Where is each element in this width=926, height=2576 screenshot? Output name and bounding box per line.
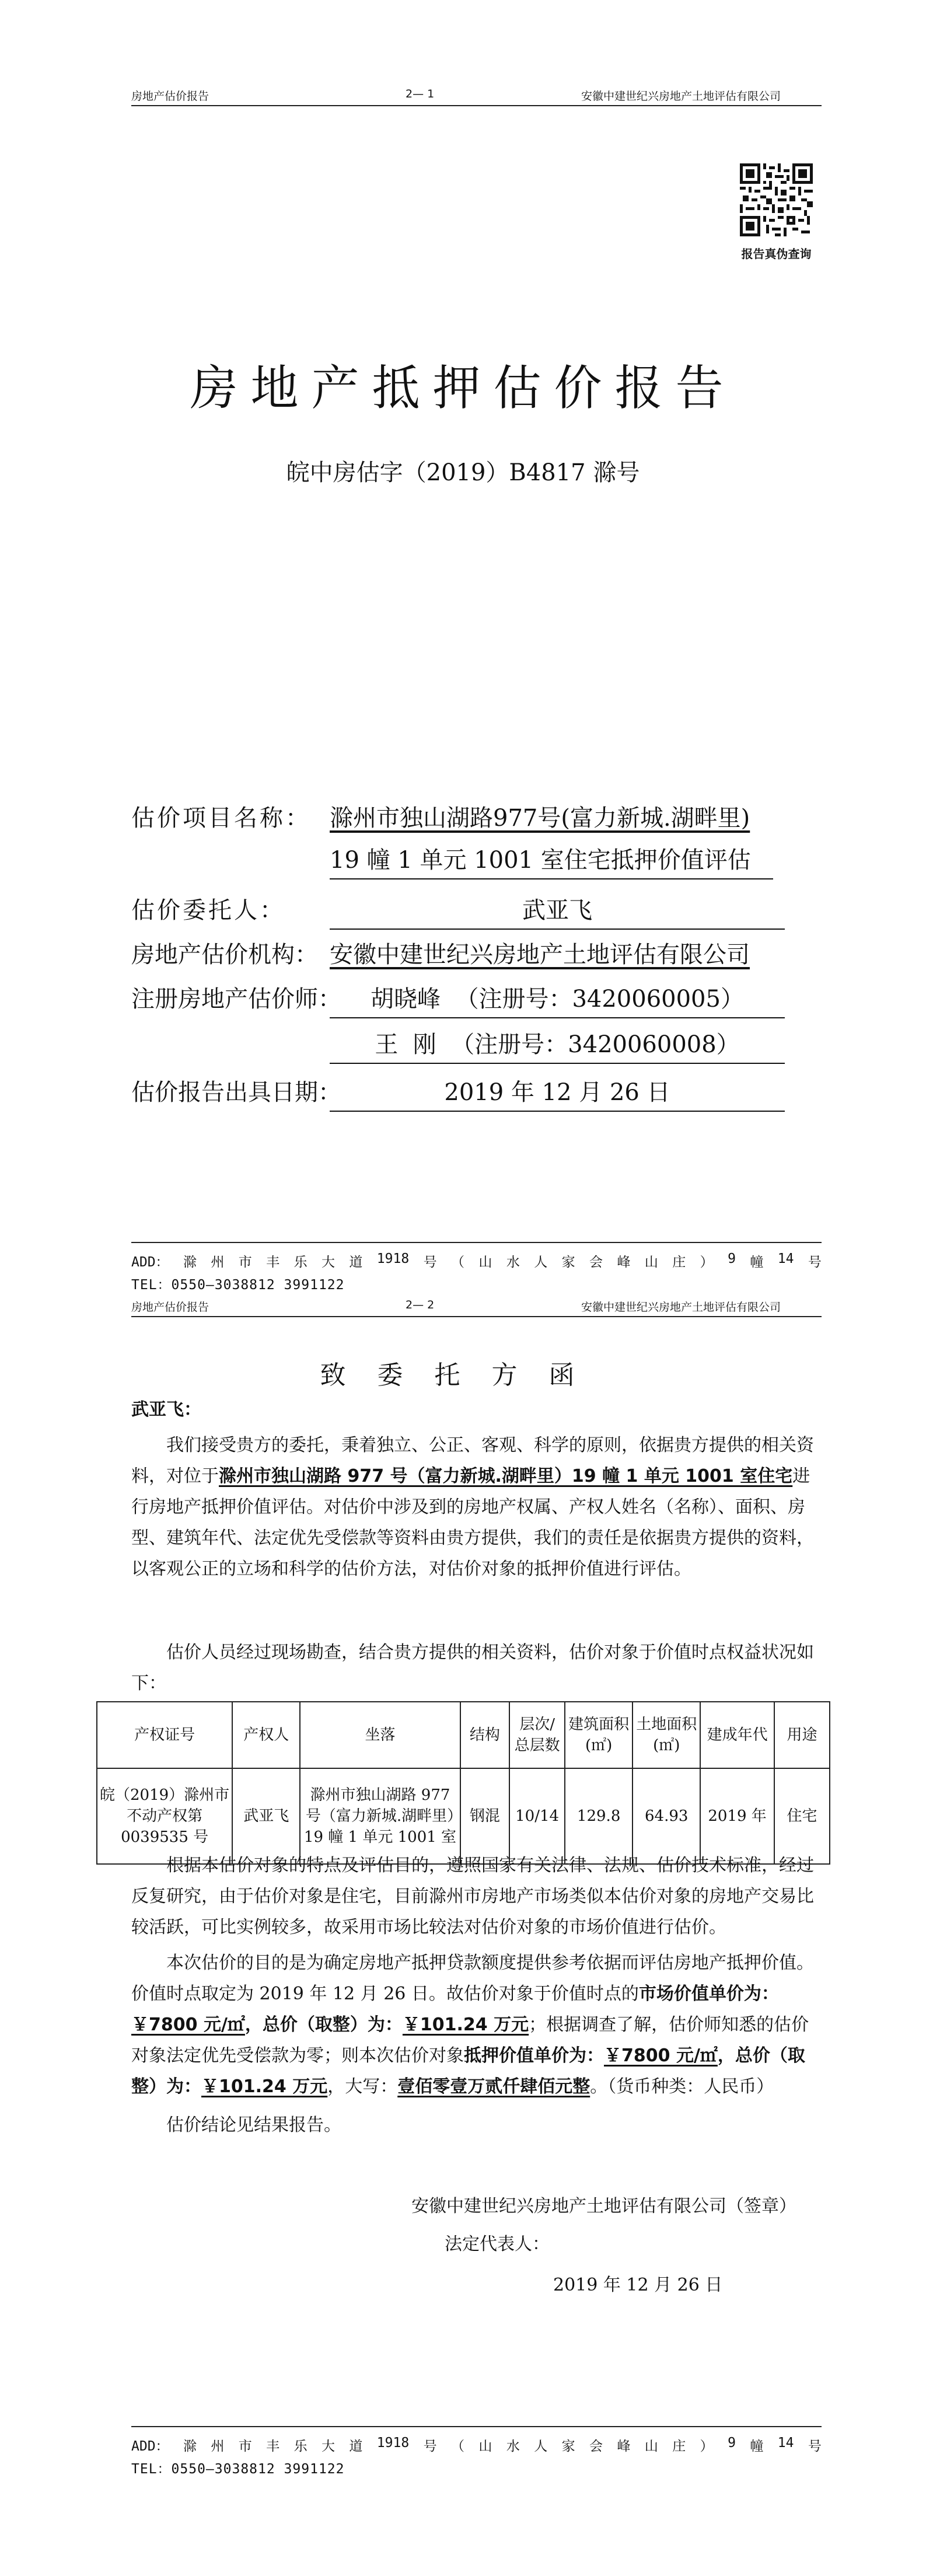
th-structure: 结构 [460, 1702, 509, 1768]
header-page-number: 2— 2 [406, 1299, 435, 1311]
addr-part: ADD： [131, 1255, 169, 1270]
field-appraiser-1 [131, 980, 785, 1018]
td-land-area: 64.93 [633, 1768, 700, 1864]
field-label: 估价报告出具日期： [131, 1079, 341, 1106]
addr-part: 9 [728, 1251, 736, 1266]
header-company: 安徽中建世纪兴房地产土地评估有限公司 [581, 1301, 781, 1314]
qr-code-icon[interactable] [740, 163, 813, 236]
th-floors: 层次/总层数 [509, 1702, 565, 1768]
rights-table [96, 1701, 830, 1865]
field-project-name-cont [131, 842, 773, 879]
letter-paragraph-5 [131, 2110, 822, 2141]
page-header [131, 1299, 822, 1317]
th-location: 坐落 [300, 1702, 460, 1768]
document-number: 皖中房估字（2019）B4817 滁号 [286, 459, 640, 486]
signature-date: 2019 年 12 月 26 日 [553, 2275, 723, 2295]
p3-text: 根据本估价对象的特点及评估目的，遵照国家有关法律、法规、估价技术标准，经过反复研究，由于估价对象是住宅，目前滁州市房地产市场类似本估价对象的房地产交易比较活跃，可比实例较多，故采用市场比较法对估价对象的市场价值进行估价。 [131, 1855, 814, 1938]
p4-mortgage-total: ￥101.24 万元 [201, 2076, 328, 2097]
addr-part: 峰 [617, 2439, 631, 2454]
td-year: 2019 年 [700, 1768, 774, 1864]
addr-part: 号 [808, 1255, 822, 1270]
addr-part: （ [451, 2439, 464, 2454]
p1-property: 滁州市独山湖路 977 号（富力新城.湖畔里）19 幢 1 单元 1001 室住宅 [219, 1466, 793, 1486]
td-owner: 武亚飞 [232, 1768, 300, 1864]
footer-tel: TEL：0550—3038812 3991122 [131, 1277, 345, 1293]
addr-part: ） [700, 1255, 714, 1270]
letter-paragraph-1 [131, 1430, 822, 1584]
addr-part: 山 [644, 1255, 658, 1270]
field-label: 注册房地产估价师： [131, 986, 341, 1013]
addr-part: 峰 [617, 1255, 631, 1270]
footer-address [131, 2435, 822, 2455]
field-value: 胡晓峰 （注册号：3420060005） [330, 980, 785, 1018]
p4-mortgage-unit: ￥7800 元/㎡ [604, 2046, 718, 2066]
letter-paragraph-4 [131, 1947, 822, 2102]
p5-text: 估价结论见结果报告。 [166, 2115, 341, 2135]
p4-mortgage-label: 抵押价值单价为： [464, 2046, 604, 2066]
td-use: 住宅 [774, 1768, 830, 1864]
p4-market-label: 市场价值单价为： [638, 1984, 779, 2004]
addr-part: 大 [321, 1255, 335, 1270]
field-value: 王 刚 （注册号：3420060008） [330, 1026, 785, 1064]
addr-part: 市 [238, 1255, 252, 1270]
td-structure: 钢混 [460, 1768, 509, 1864]
footer-address [131, 1251, 822, 1270]
addr-part: 人 [534, 2439, 548, 2454]
field-value: 2019 年 12 月 26 日 [330, 1074, 785, 1112]
salutation: 武亚飞： [131, 1399, 201, 1420]
addr-part: 人 [534, 1255, 548, 1270]
page-footer [131, 1242, 822, 1293]
addr-part: 14 [777, 1251, 794, 1266]
qr-caption: 报告真伪查询 [741, 247, 812, 261]
table-header-row [97, 1702, 830, 1768]
field-client [131, 892, 785, 930]
addr-part: 1918 [376, 2435, 410, 2451]
td-building-area: 129.8 [565, 1768, 633, 1864]
addr-part: ） [700, 2439, 714, 2454]
header-page-number: 2— 1 [406, 88, 435, 100]
addr-part: 山 [478, 1255, 492, 1270]
addr-part: 会 [589, 1255, 603, 1270]
addr-part: 幢 [750, 2439, 764, 2454]
th-building-area: 建筑面积(㎡) [565, 1702, 633, 1768]
addr-part: 14 [777, 2435, 794, 2451]
addr-part: 丰 [266, 1255, 280, 1270]
field-label: 房地产估价机构： [131, 941, 318, 968]
addr-part: 水 [506, 2439, 520, 2454]
page-footer [131, 2426, 822, 2477]
th-land-area: 土地面积(㎡) [633, 1702, 700, 1768]
p2-text: 估价人员经过现场勘查，结合贵方提供的相关资料，估价对象于价值时点权益状况如下： [131, 1642, 814, 1694]
p1-text-cont: 进行房地产抵押价值评估。对估价中涉及到的房地产权属、产权人姓名（名称）、面积、房型、建筑年代、法定优先受偿款等资料由贵方提供，我们的责任是依据贵方提供的资料，以客观公正的立场和科学的估价方法，对估价对象的抵押价值进行评估。 [131, 1466, 814, 1579]
p4-caps-label: ，大写： [327, 2076, 398, 2097]
td-cert: 皖（2019）滁州市不动产权第 0039535 号 [97, 1768, 232, 1864]
footer-tel: TEL：0550—3038812 3991122 [131, 2462, 345, 2477]
addr-part: 市 [238, 2439, 252, 2454]
report-title: 房地产抵押估价报告 [190, 361, 736, 416]
p4-caps-value: 壹佰零壹万贰仟肆佰元整 [397, 2076, 590, 2097]
addr-part: （ [451, 1255, 464, 1270]
field-appraiser-2 [131, 1026, 785, 1064]
field-value: 19 幢 1 单元 1001 室住宅抵押价值评估 [330, 842, 773, 879]
letter-paragraph-2 [131, 1637, 822, 1699]
field-report-date [131, 1074, 785, 1112]
addr-part: 滁 [183, 2439, 197, 2454]
p4-market-unit: ￥7800 元/㎡ [131, 2015, 245, 2035]
field-label: 估价项目名称： [131, 805, 311, 832]
addr-part: 山 [478, 2439, 492, 2454]
addr-part: 山 [644, 2439, 658, 2454]
addr-part: 幢 [750, 1255, 764, 1270]
p4-total-label: ，总价（取整）为： [244, 2015, 403, 2035]
addr-part: 家 [561, 2439, 575, 2454]
addr-part: 乐 [293, 1255, 307, 1270]
header-left: 房地产估价报告 [131, 1301, 209, 1314]
th-year: 建成年代 [700, 1702, 774, 1768]
addr-part: 9 [728, 2435, 736, 2451]
signature-company: 安徽中建世纪兴房地产土地评估有限公司（签章） [411, 2196, 796, 2217]
addr-part: 乐 [293, 2439, 307, 2454]
addr-part: 道 [349, 2439, 363, 2454]
field-value: 滁州市独山湖路977号(富力新城.湖畔里) [330, 805, 750, 832]
addr-part: 大 [321, 2439, 335, 2454]
field-label: 估价委托人： [131, 897, 285, 924]
p4-text: 本次估价的目的是为确定房地产抵押贷款额度提供参考依据而评估房地产抵押价值。价值时点取定为 2019 年 12 月 26 日。故估价对象于价值时点的 [131, 1953, 814, 2004]
p4-total-label-2: ，总价（取整）为： [131, 2046, 805, 2097]
header-company: 安徽中建世纪兴房地产土地评估有限公司 [581, 90, 781, 103]
addr-part: 会 [589, 2439, 603, 2454]
addr-part: 号 [423, 1255, 437, 1270]
page-letter [0, 1299, 926, 2576]
addr-part: 1918 [376, 1251, 410, 1266]
field-value: 安徽中建世纪兴房地产土地评估有限公司 [330, 941, 750, 968]
field-value: 武亚飞 [330, 892, 785, 930]
th-owner: 产权人 [232, 1702, 300, 1768]
p1-text: 我们接受贵方的委托，秉着独立、公正、客观、科学的原则，依据贵方提供的相关资料，对位于 [131, 1435, 814, 1486]
p4-market-total: ￥101.24 万元 [402, 2015, 529, 2035]
addr-part: 庄 [672, 1255, 686, 1270]
addr-part: 道 [349, 1255, 363, 1270]
addr-part: ADD： [131, 2439, 169, 2454]
letter-title: 致委托方函 [320, 1360, 606, 1390]
th-use: 用途 [774, 1702, 830, 1768]
td-floors: 10/14 [509, 1768, 565, 1864]
header-left: 房地产估价报告 [131, 90, 209, 103]
addr-part: 滁 [183, 1255, 197, 1270]
letter-paragraph-3 [131, 1850, 822, 1943]
th-cert: 产权证号 [97, 1702, 232, 1768]
addr-part: 号 [808, 2439, 822, 2454]
td-location: 滁州市独山湖路 977 号（富力新城.湖畔里）19 幢 1 单元 1001 室 [300, 1768, 460, 1864]
signature-legal-rep: 法定代表人： [445, 2234, 550, 2254]
qr-block [728, 163, 824, 261]
addr-part: 庄 [672, 2439, 686, 2454]
addr-part: 水 [506, 1255, 520, 1270]
addr-part: 家 [561, 1255, 575, 1270]
addr-part: 丰 [266, 2439, 280, 2454]
p4-currency: 。（货币种类：人民币） [590, 2076, 774, 2097]
page-header [131, 88, 822, 106]
p4-text-cont: ；根据调查了解，估价师知悉的估价对象法定优先受偿款为零；则本次估价对象 [131, 2015, 809, 2066]
field-agency [131, 936, 750, 969]
field-project-name [131, 800, 750, 833]
addr-part: 州 [211, 1255, 225, 1270]
addr-part: 号 [423, 2439, 437, 2454]
addr-part: 州 [211, 2439, 225, 2454]
